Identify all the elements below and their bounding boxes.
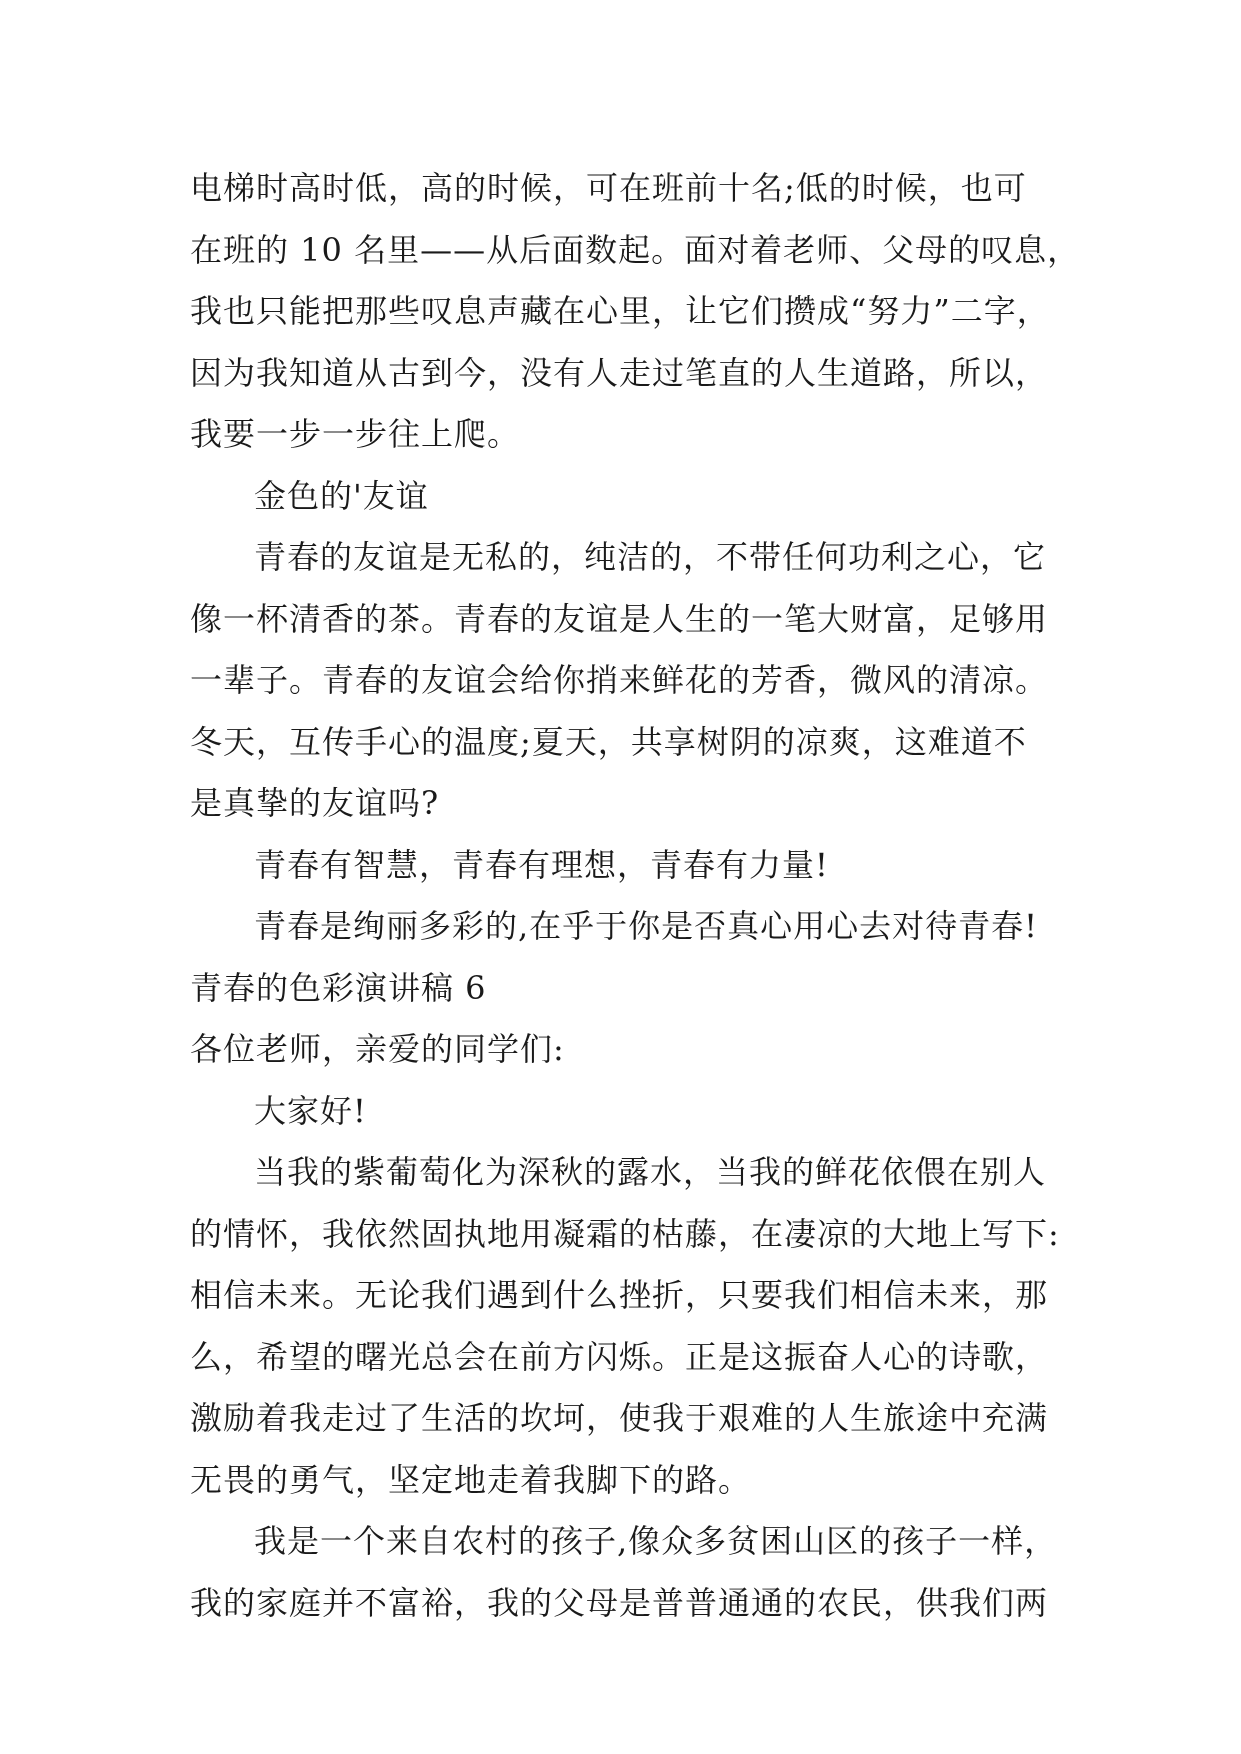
paragraph-start-line: 青春是绚丽多彩的,在乎于你是否真心用心去对待青春! xyxy=(254,907,1039,945)
body-line: 我的家庭并不富裕，我的父母是普普通通的农民，供我们两 xyxy=(190,1583,1049,1622)
document-body xyxy=(190,158,1081,1634)
body-line: 我也只能把那些叹息声藏在心里，让它们攒成“努力”二字， xyxy=(190,292,1050,330)
greeting: 大家好! xyxy=(254,1091,367,1130)
body-line: 一辈子。青春的友谊会给你捎来鲜花的芳香，微风的清凉。 xyxy=(190,661,1049,699)
salutation: 各位老师，亲爱的同学们: xyxy=(190,1030,565,1068)
body-line: 电梯时高时低，高的时候，可在班前十名;低的时候，也可 xyxy=(190,169,1027,207)
body-line: 我要一步一步往上爬。 xyxy=(190,415,521,453)
section-heading: 金色的'友谊 xyxy=(254,476,429,515)
body-line: 无畏的勇气，坚定地走着我脚下的路。 xyxy=(190,1460,752,1499)
body-line: 么，希望的曙光总会在前方闪烁。正是这振奋人心的诗歌， xyxy=(190,1337,1049,1376)
body-line: 激励着我走过了生活的坎坷，使我于艰难的人生旅途中充满 xyxy=(190,1399,1049,1437)
speech-title: 青春的色彩演讲稿 6 xyxy=(190,968,487,1007)
body-line: 冬天，互传手心的温度;夏天，共享树阴的凉爽，这难道不 xyxy=(190,722,1027,761)
body-line: 相信未来。无论我们遇到什么挫折，只要我们相信未来，那 xyxy=(190,1276,1049,1314)
paragraph-start-line: 青春的友谊是无私的，纯洁的，不带任何功利之心，它 xyxy=(254,538,1047,576)
body-line: 是真挚的友谊吗? xyxy=(190,784,440,822)
body-line: 的情怀，我依然固执地用凝霜的枯藤，在凄凉的大地上写下: xyxy=(190,1214,1060,1253)
body-line: 像一杯清香的茶。青春的友谊是人生的一笔大财富，足够用 xyxy=(190,599,1049,638)
paragraph-start-line: 青春有智慧，青春有理想，青春有力量! xyxy=(254,845,829,884)
paragraph-start-line: 当我的紫葡萄化为深秋的露水，当我的鲜花依偎在别人 xyxy=(254,1153,1047,1191)
body-line: 因为我知道从古到今，没有人走过笔直的人生道路，所以， xyxy=(190,353,1049,392)
paragraph-start-line: 我是一个来自农村的孩子,像众多贫困山区的孩子一样， xyxy=(254,1522,1058,1560)
body-line: 在班的 10 名里——从后面数起。面对着老师、父母的叹息， xyxy=(190,230,1081,269)
